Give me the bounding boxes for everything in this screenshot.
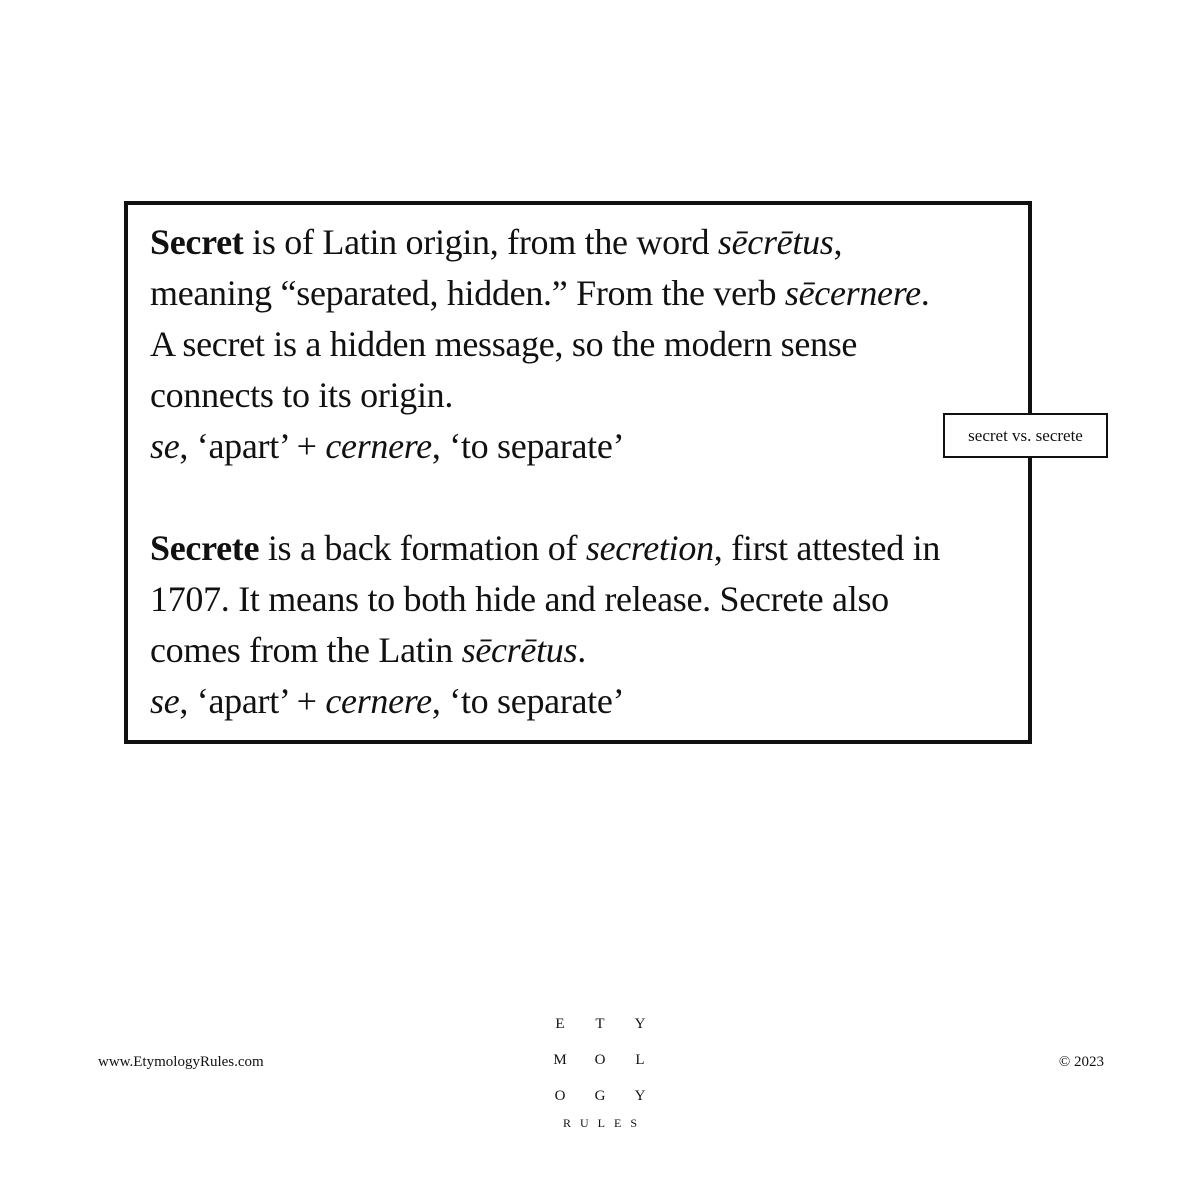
entry-secrete-line-1 bbox=[150, 523, 1020, 574]
copyright-notice: © 2023 bbox=[1058, 1054, 1104, 1070]
entry-secret-line-3: A secret is a hidden message, so the modern sense bbox=[150, 324, 858, 364]
entry-secret-line-4: connects to its origin. bbox=[150, 375, 454, 415]
latin-word: sēcernere bbox=[784, 273, 921, 313]
logo-letter: L bbox=[635, 1052, 645, 1068]
text-fragment: . bbox=[920, 273, 930, 313]
text-fragment: is of Latin origin, from the word bbox=[243, 222, 718, 262]
latin-word: secretion bbox=[585, 528, 714, 568]
logo-row-3 bbox=[540, 1088, 660, 1105]
website-url: www.EtymologyRules.com bbox=[98, 1054, 264, 1070]
latin-word: sēcrētus bbox=[461, 630, 578, 670]
text-fragment: is a back formation of bbox=[259, 528, 586, 568]
entry-secrete bbox=[150, 523, 1020, 727]
definition-box bbox=[124, 201, 1032, 744]
latin-root: se bbox=[150, 681, 180, 721]
text-fragment: . bbox=[577, 630, 586, 670]
entry-secret-line-1 bbox=[150, 217, 1020, 268]
logo-letter: O bbox=[554, 1088, 566, 1104]
text-fragment: , ‘apart’ + bbox=[179, 681, 326, 721]
text-fragment: meaning “separated, hidden.” From the verb bbox=[150, 273, 785, 313]
logo-letter: M bbox=[553, 1052, 567, 1068]
etymology-rules-logo bbox=[540, 1016, 660, 1136]
entry-secrete-line-3 bbox=[150, 625, 1020, 676]
entry-secret-line-2 bbox=[150, 268, 1020, 319]
text-fragment: , ‘to separate’ bbox=[431, 681, 625, 721]
text-fragment: comes from the Latin bbox=[150, 630, 462, 670]
entry-secret-roots bbox=[150, 421, 1020, 472]
latin-root: cernere bbox=[325, 681, 432, 721]
entry-secret bbox=[150, 217, 1020, 472]
logo-letter: G bbox=[594, 1088, 606, 1104]
text-fragment: , bbox=[833, 222, 843, 262]
text-fragment: , first attested in bbox=[713, 528, 941, 568]
text-fragment: , ‘to separate’ bbox=[431, 426, 625, 466]
entry-secrete-roots bbox=[150, 676, 1020, 727]
logo-rules-text: RULES bbox=[562, 1116, 646, 1130]
logo-letter: T bbox=[595, 1016, 605, 1032]
entry-secrete-line-2: 1707. It means to both hide and release. Secrete also bbox=[150, 579, 889, 619]
text-fragment: , ‘apart’ + bbox=[179, 426, 326, 466]
logo-row-1 bbox=[540, 1016, 660, 1033]
logo-row-2 bbox=[540, 1052, 660, 1069]
term-secrete: Secrete bbox=[150, 528, 260, 568]
latin-root: cernere bbox=[325, 426, 432, 466]
latin-root: se bbox=[150, 426, 180, 466]
definition-text bbox=[150, 217, 1020, 727]
topic-tag: secret vs. secrete bbox=[943, 413, 1108, 458]
logo-letter: Y bbox=[634, 1088, 646, 1104]
logo-letter: Y bbox=[634, 1016, 646, 1032]
logo-letter: O bbox=[594, 1052, 606, 1068]
latin-word: sēcrētus bbox=[717, 222, 834, 262]
logo-letter: E bbox=[555, 1016, 565, 1032]
term-secret: Secret bbox=[150, 222, 244, 262]
